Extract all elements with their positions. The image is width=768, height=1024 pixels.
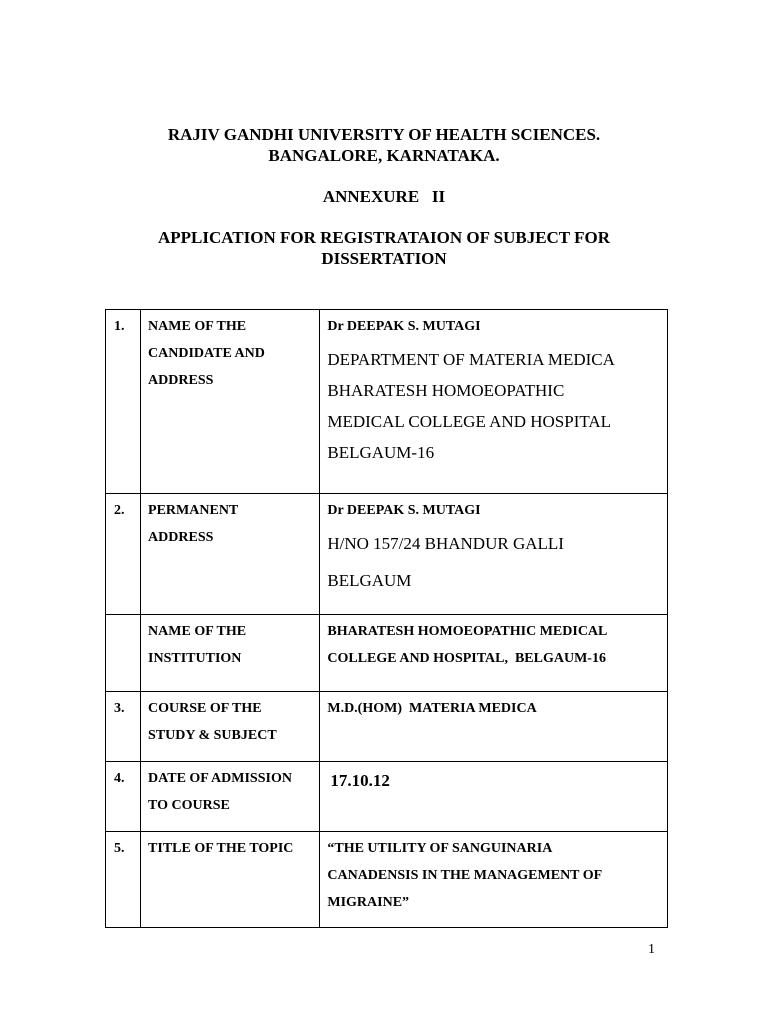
- row-value: [320, 494, 668, 615]
- value-line: BELGAUM-16: [327, 443, 435, 462]
- value-line: DEPARTMENT OF MATERIA MEDICA: [327, 350, 615, 369]
- row-number: 5.: [106, 832, 141, 928]
- row-number: [106, 615, 141, 692]
- value-line: COLLEGE AND HOSPITAL, BELGAUM-16: [327, 651, 606, 666]
- candidate-name: Dr DEEPAK S. MUTAGI: [327, 319, 481, 334]
- value-line: H/NO 157/24 BHANDUR GALLI: [327, 534, 564, 553]
- university-location: BANGALORE, KARNATAKA.: [268, 146, 500, 165]
- label-line: ADDRESS: [148, 530, 214, 545]
- value-line: CANADENSIS IN THE MANAGEMENT OF: [327, 868, 603, 883]
- table-row: [106, 310, 668, 494]
- label-line: COURSE OF THE: [148, 701, 262, 716]
- row-value: [320, 615, 668, 692]
- value-line: M.D.(HOM) MATERIA MEDICA: [327, 701, 537, 716]
- row-number: 3.: [106, 692, 141, 762]
- registration-table: [105, 309, 668, 928]
- label-line: NAME OF THE: [148, 624, 247, 639]
- label-line: ADDRESS: [148, 373, 214, 388]
- label-line: INSTITUTION: [148, 651, 242, 666]
- value-line: BHARATESH HOMOEOPATHIC: [327, 381, 565, 400]
- application-title-line: APPLICATION FOR REGISTRATAION OF SUBJECT FOR: [158, 228, 610, 247]
- table-row: [106, 832, 668, 928]
- label-line: NAME OF THE: [148, 319, 247, 334]
- label-line: STUDY & SUBJECT: [148, 728, 277, 743]
- row-label: [141, 762, 320, 832]
- row-number: 4.: [106, 762, 141, 832]
- row-label: [141, 692, 320, 762]
- annexure-heading: ANNEXURE II: [322, 187, 446, 206]
- row-value: [320, 692, 668, 762]
- row-value: [320, 832, 668, 928]
- label-line: TITLE OF THE TOPIC: [148, 841, 294, 856]
- table-row: [106, 615, 668, 692]
- value-line: BHARATESH HOMOEOPATHIC MEDICAL: [327, 624, 608, 639]
- row-value: [320, 310, 668, 494]
- table-row: [106, 494, 668, 615]
- row-label: [141, 494, 320, 615]
- value-line: BELGAUM: [327, 571, 412, 590]
- page-number: 1: [648, 942, 655, 957]
- row-label: [141, 832, 320, 928]
- row-label: [141, 615, 320, 692]
- label-line: TO COURSE: [148, 798, 230, 813]
- label-line: PERMANENT: [148, 503, 239, 518]
- value-line: MIGRAINE”: [327, 895, 410, 910]
- document-header: [0, 124, 768, 269]
- table-row: [106, 762, 668, 832]
- university-name: RAJIV GANDHI UNIVERSITY OF HEALTH SCIENCES.: [167, 125, 601, 144]
- application-title: [0, 227, 768, 269]
- application-title-line: DISSERTATION: [321, 249, 447, 268]
- label-line: DATE OF ADMISSION: [148, 771, 292, 786]
- table-row: [106, 692, 668, 762]
- row-label: [141, 310, 320, 494]
- row-value: [320, 762, 668, 832]
- row-number: 1.: [106, 310, 141, 494]
- row-number: 2.: [106, 494, 141, 615]
- candidate-name: Dr DEEPAK S. MUTAGI: [327, 503, 481, 518]
- value-line: MEDICAL COLLEGE AND HOSPITAL: [327, 412, 612, 431]
- admission-date: 17.10.12: [330, 771, 390, 790]
- label-line: CANDIDATE AND: [148, 346, 265, 361]
- value-line: “THE UTILITY OF SANGUINARIA: [327, 841, 553, 856]
